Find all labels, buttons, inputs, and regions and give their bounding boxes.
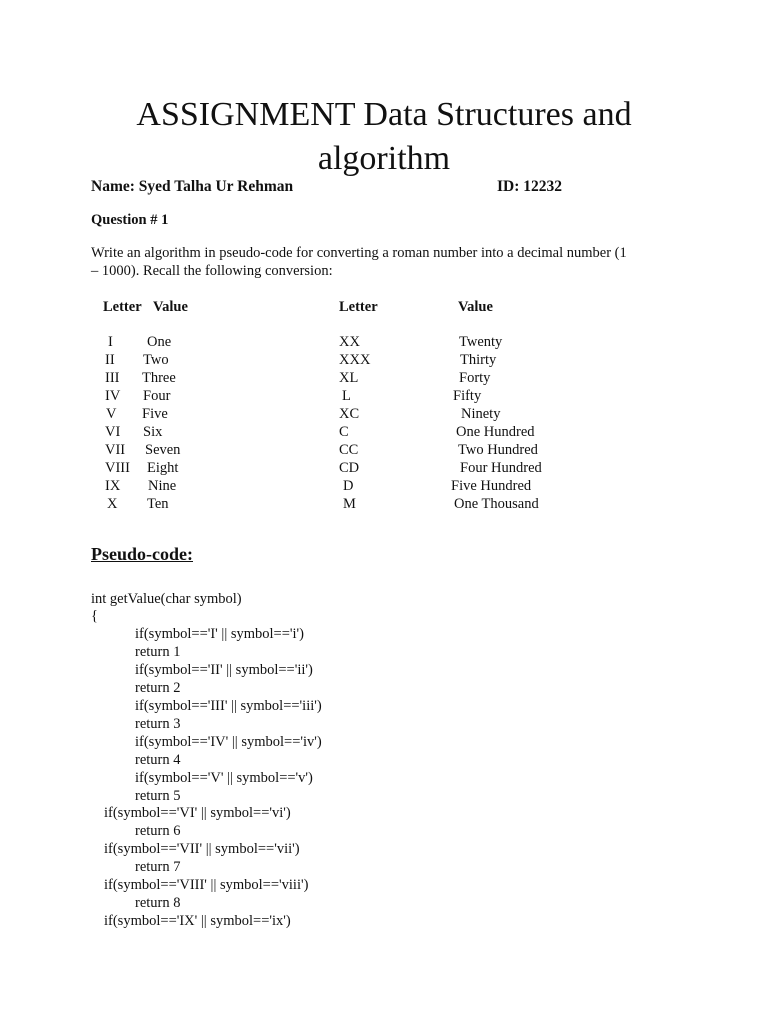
code-line: return 4 — [135, 752, 181, 768]
table-header-value-right: Value — [458, 299, 493, 315]
code-line: return 6 — [135, 823, 181, 839]
table-cell-letter: XL — [339, 370, 359, 386]
table-cell-value: Twenty — [459, 334, 503, 350]
code-line: if(symbol=='V' || symbol=='v') — [135, 770, 313, 786]
table-cell-letter: II — [105, 352, 115, 368]
question-label: Question # 1 — [91, 212, 169, 228]
table-cell-value: Six — [143, 424, 163, 440]
table-cell-letter: IV — [105, 388, 121, 404]
table-cell-letter: CD — [339, 460, 360, 476]
table-cell-letter: XC — [339, 406, 360, 422]
table-cell-letter: CC — [339, 442, 359, 458]
table-cell-letter: V — [106, 406, 117, 422]
code-line: return 2 — [135, 680, 181, 696]
table-cell-value: Forty — [459, 370, 491, 386]
table-cell-value: Seven — [145, 442, 181, 458]
student-name: Name: Syed Talha Ur Rehman — [91, 178, 294, 195]
table-cell-letter: XXX — [339, 352, 371, 368]
code-line: int getValue(char symbol) — [91, 591, 242, 607]
code-line: if(symbol=='IX' || symbol=='ix') — [104, 913, 291, 929]
table-cell-letter: XX — [339, 334, 360, 350]
code-line: return 7 — [135, 859, 181, 875]
table-header-letter-right: Letter — [339, 299, 378, 315]
table-cell-value: Four Hundred — [460, 460, 542, 476]
question-text-line-2: – 1000). Recall the following conversion: — [91, 263, 333, 279]
table-cell-letter: M — [343, 496, 356, 512]
document-title-line-2: algorithm — [317, 140, 451, 177]
table-cell-value: One Thousand — [454, 496, 539, 512]
table-cell-value: Five — [142, 406, 168, 422]
table-cell-value: One Hundred — [456, 424, 535, 440]
table-cell-value: One — [147, 334, 172, 350]
question-text-line-1: Write an algorithm in pseudo-code for converting a roman number into a decimal number (1 — [91, 245, 627, 261]
table-cell-letter: I — [108, 334, 113, 350]
code-line: if(symbol=='VIII' || symbol=='viii') — [104, 877, 309, 893]
code-line: return 3 — [135, 716, 181, 732]
code-line: if(symbol=='IV' || symbol=='iv') — [135, 734, 322, 750]
code-line: return 1 — [135, 644, 181, 660]
table-cell-value: Thirty — [460, 352, 497, 368]
table-cell-letter: D — [343, 478, 354, 494]
table-cell-letter: III — [105, 370, 120, 386]
code-line: if(symbol=='VI' || symbol=='vi') — [104, 805, 291, 821]
table-cell-value: Fifty — [453, 388, 482, 404]
document-title-line-1: ASSIGNMENT Data Structures and — [136, 96, 632, 133]
code-line: if(symbol=='II' || symbol=='ii') — [135, 662, 313, 678]
table-cell-letter: VI — [105, 424, 121, 440]
table-cell-letter: VII — [105, 442, 126, 458]
table-cell-value: Two Hundred — [458, 442, 538, 458]
table-header-value-left: Value — [153, 299, 188, 315]
code-line: return 5 — [135, 788, 181, 804]
table-cell-value: Four — [143, 388, 171, 404]
table-cell-letter: L — [342, 388, 351, 404]
table-cell-value: Nine — [148, 478, 177, 494]
table-cell-letter: C — [339, 424, 349, 440]
code-line: return 8 — [135, 895, 181, 911]
pseudo-code-heading: Pseudo-code: — [91, 544, 193, 564]
table-cell-letter: X — [107, 496, 118, 512]
table-cell-value: Ninety — [461, 406, 501, 422]
table-cell-letter: IX — [105, 478, 121, 494]
code-line: if(symbol=='III' || symbol=='iii') — [135, 698, 322, 714]
table-cell-value: Eight — [147, 460, 179, 476]
table-cell-value: Five Hundred — [451, 478, 532, 494]
table-cell-value: Two — [143, 352, 169, 368]
table-cell-value: Three — [142, 370, 176, 386]
code-line: { — [91, 608, 98, 624]
table-header-letter-left: Letter — [103, 299, 142, 315]
table-cell-letter: VIII — [105, 460, 130, 476]
code-line: if(symbol=='I' || symbol=='i') — [135, 626, 304, 642]
table-cell-value: Ten — [147, 496, 169, 512]
code-line: if(symbol=='VII' || symbol=='vii') — [104, 841, 300, 857]
student-id: ID: 12232 — [497, 178, 563, 195]
